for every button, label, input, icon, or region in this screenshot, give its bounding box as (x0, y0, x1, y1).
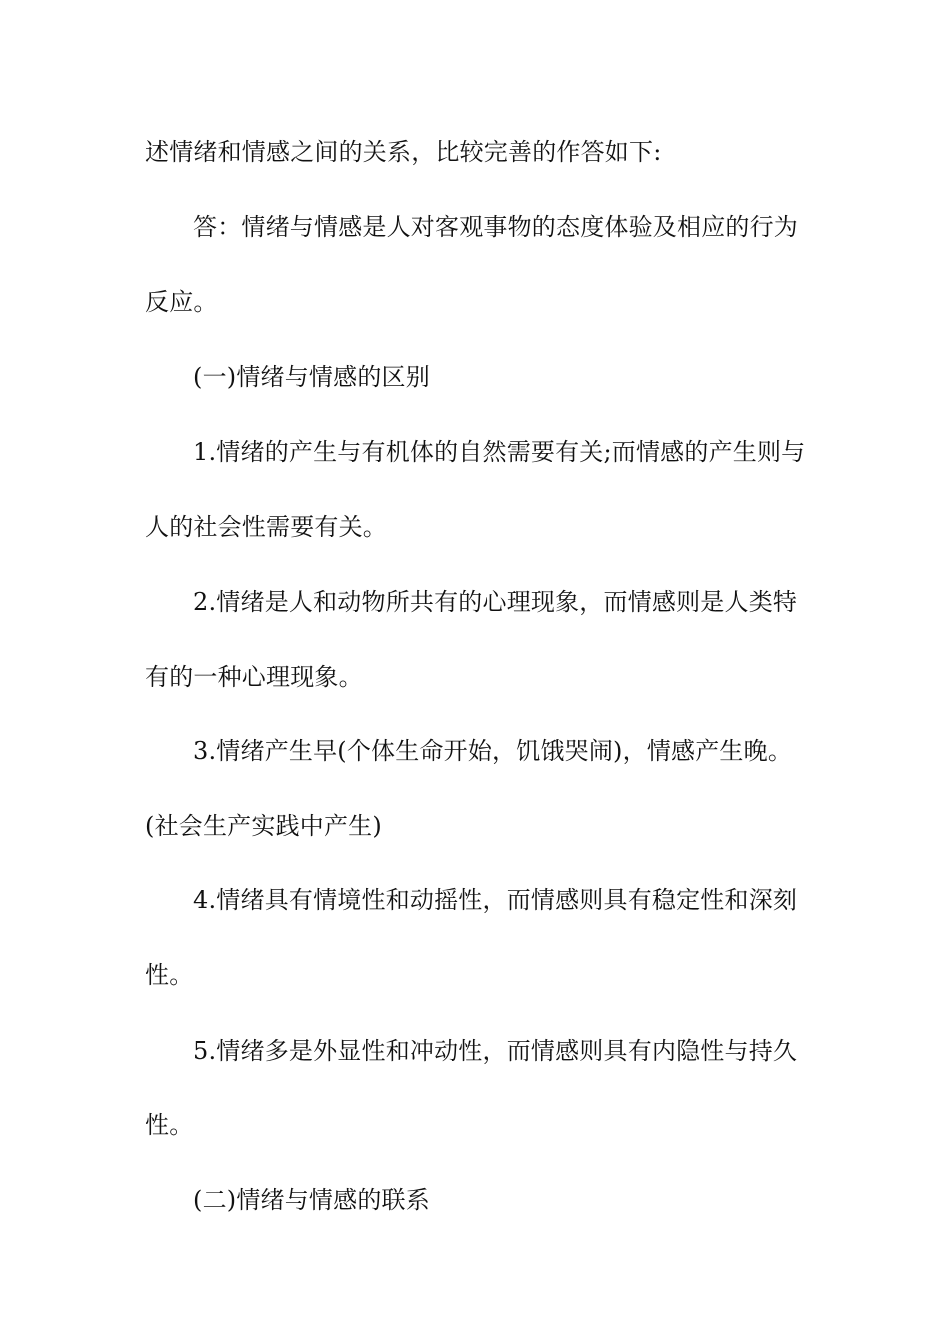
text-line: 5.情绪多是外显性和冲动性，而情感则具有内隐性与持久 (193, 1037, 798, 1065)
text-line: 有的一种心理现象。 (145, 663, 363, 691)
text-line: (社会生产实践中产生) (145, 812, 382, 840)
text-line: 人的社会性需要有关。 (145, 513, 387, 541)
text-line: 1.情绪的产生与有机体的自然需要有关;而情感的产生则与 (193, 438, 806, 466)
text-line: 述情绪和情感之间的关系，比较完善的作答如下: (145, 138, 662, 166)
section-heading: (一)情绪与情感的区别 (193, 363, 430, 391)
section-heading: (二)情绪与情感的联系 (193, 1186, 430, 1214)
text-line: 2.情绪是人和动物所共有的心理现象，而情感则是人类特 (193, 588, 798, 616)
text-line: 反应。 (145, 288, 218, 316)
text-line: 性。 (145, 1111, 194, 1139)
text-line: 答：情绪与情感是人对客观事物的态度体验及相应的行为 (193, 213, 798, 241)
text-line: 3.情绪产生早(个体生命开始，饥饿哭闹)，情感产生晚。 (193, 737, 793, 765)
text-line: 4.情绪具有情境性和动摇性，而情感则具有稳定性和深刻 (193, 886, 798, 914)
text-line: 性。 (145, 961, 194, 989)
